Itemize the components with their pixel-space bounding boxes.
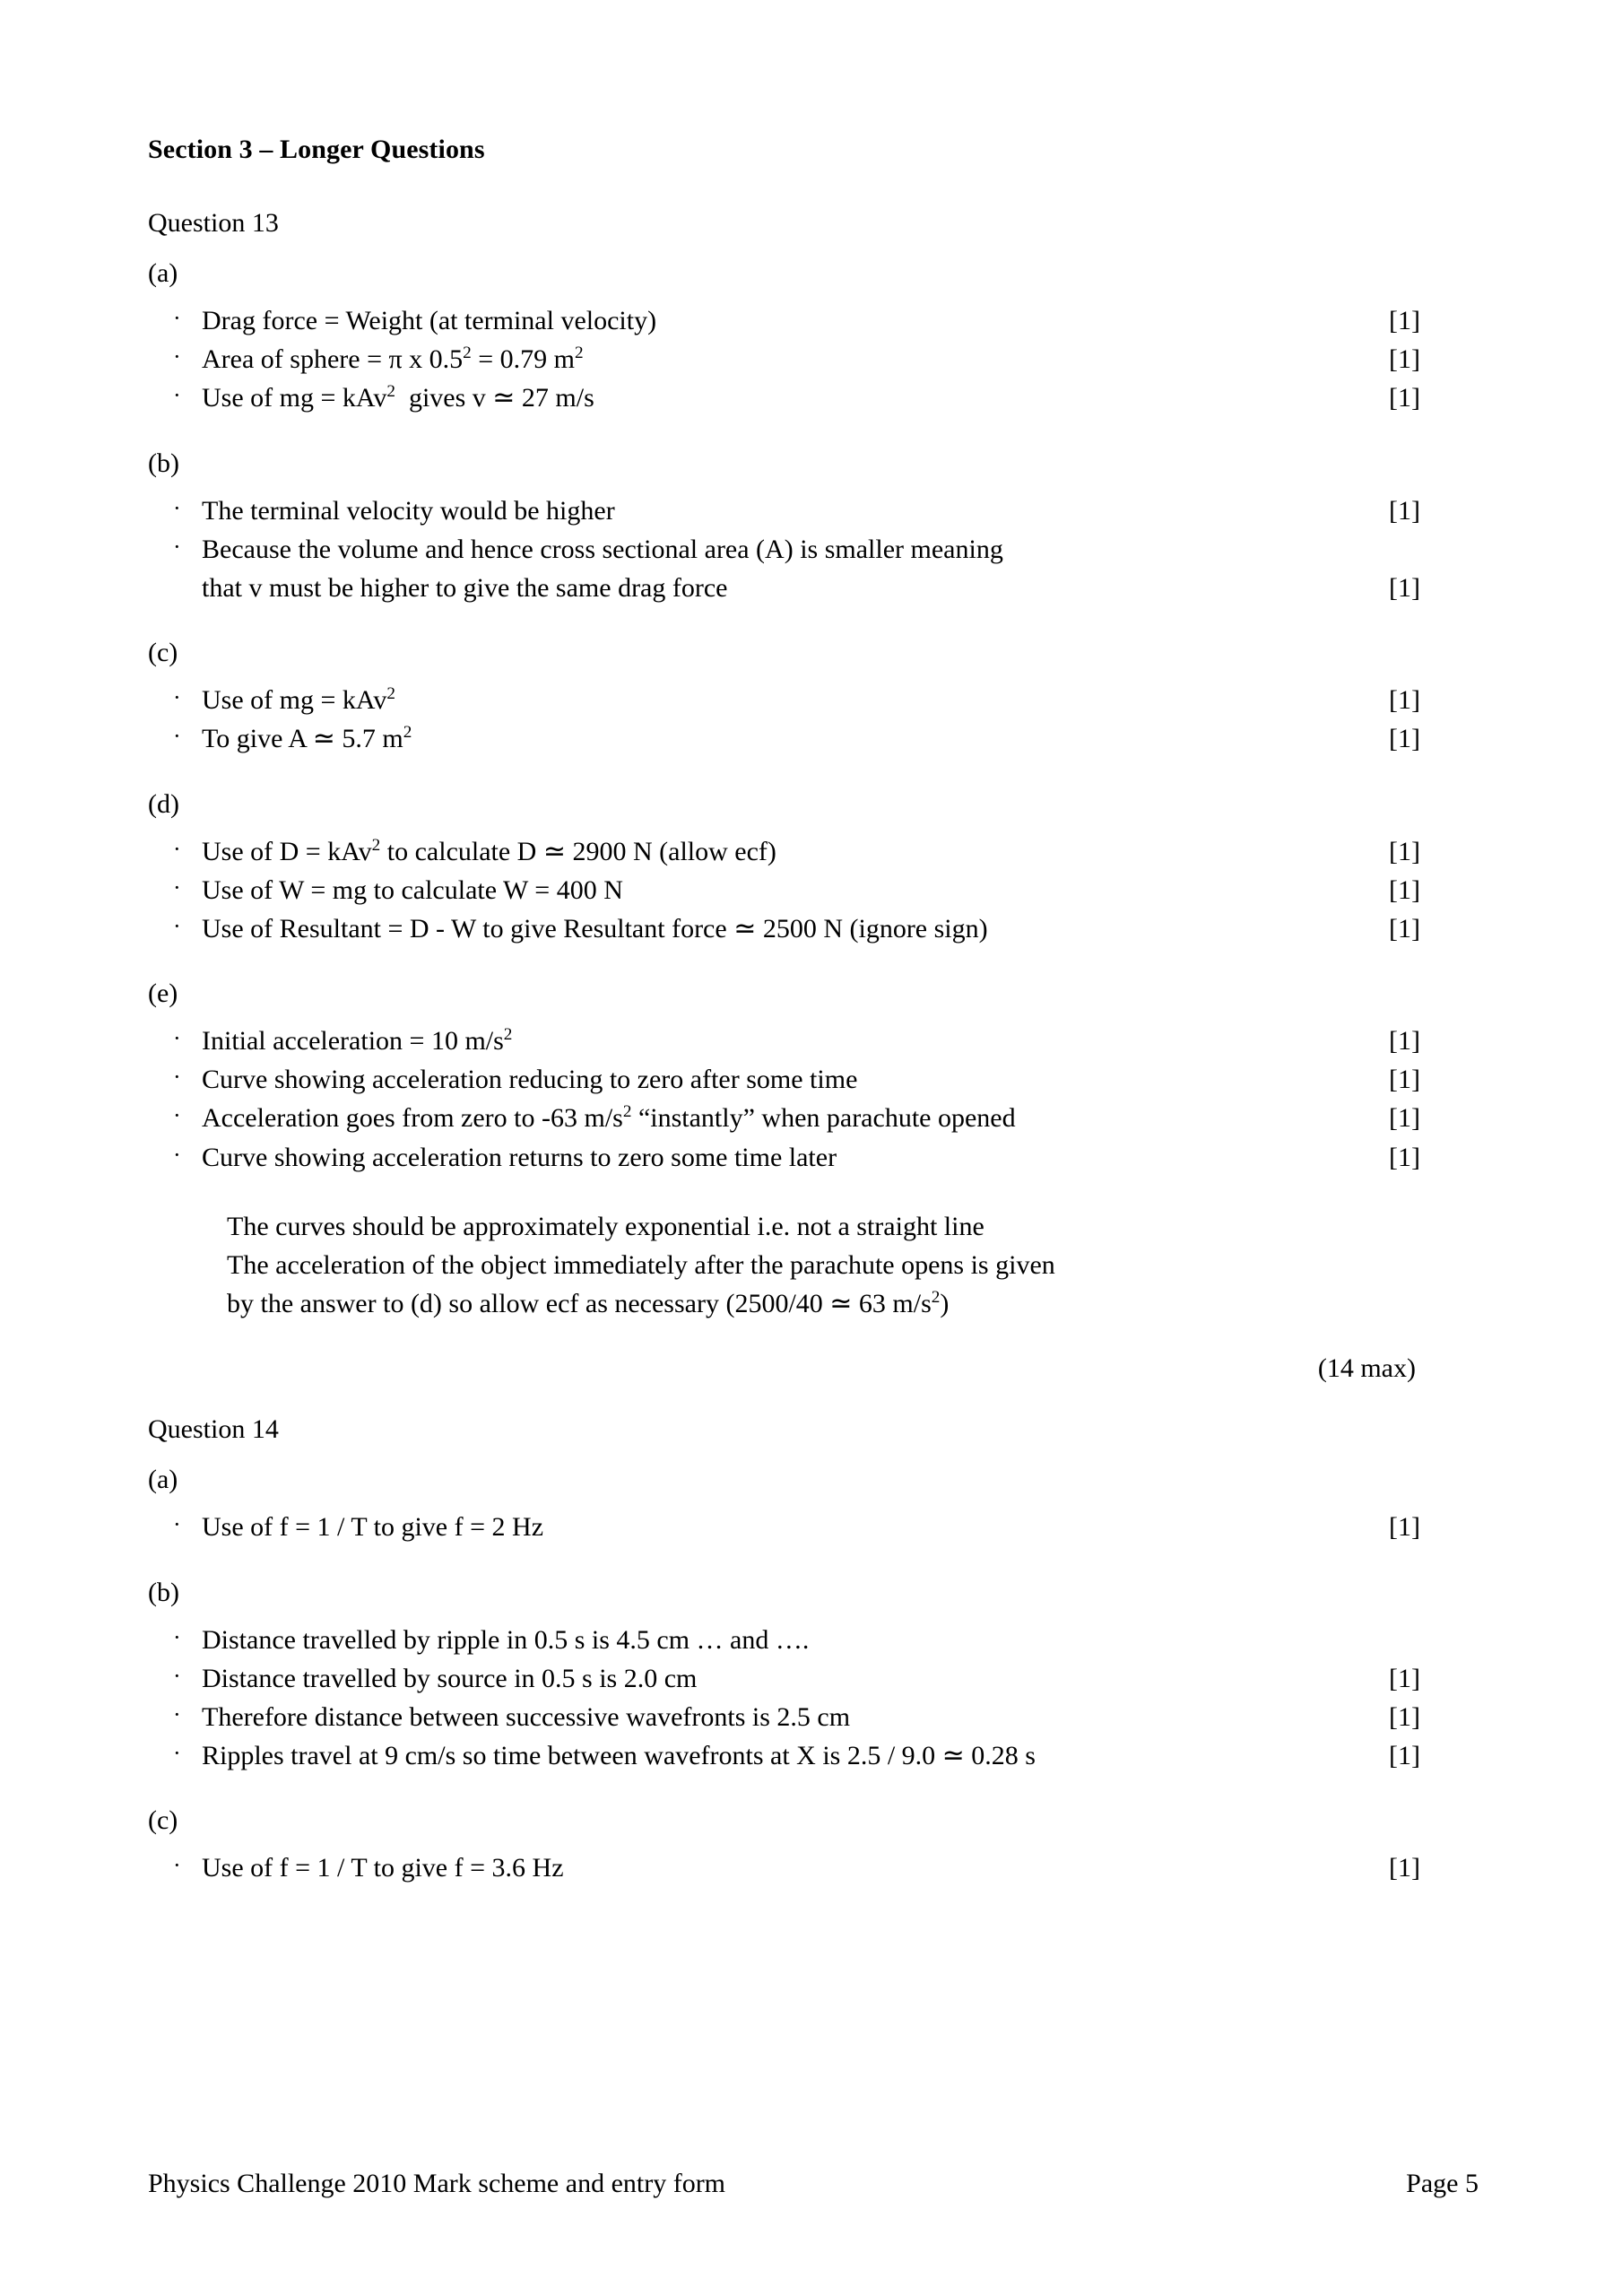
point-text: Use of mg = kAv$^2$ gives v ≃ 27 m/s <box>202 382 594 413</box>
list-item <box>148 491 1488 530</box>
point-text: Use of f = 1 / T to give f = 3.6 Hz <box>202 1853 564 1883</box>
list-item <box>148 1698 1488 1736</box>
list-item <box>148 378 1488 417</box>
bullet-icon: · <box>173 1662 181 1689</box>
point-text: Distance travelled by source in 0.5 s is 2.0 cm <box>202 1663 698 1693</box>
bullet-icon: · <box>173 1852 181 1879</box>
part-label-a: (a) <box>148 258 178 288</box>
points-list <box>148 491 1488 608</box>
points-list <box>148 1508 1488 1546</box>
point-text: Ripples travel at 9 cm/s so time between wavefronts at X is 2.5 / 9.0 ≃ 0.28 s <box>202 1741 1036 1771</box>
bullet-icon: · <box>173 305 181 331</box>
point-text: Drag force = Weight (at terminal velocity) <box>202 306 657 335</box>
point-text: Because the volume and hence cross sectional area (A) is smaller meaning that v must be higher to give the same drag force <box>202 534 1003 603</box>
part-label-c: (c) <box>148 638 178 668</box>
points-list <box>148 1848 1488 1887</box>
part-label-b: (b) <box>148 1577 179 1607</box>
part-label-d: (d) <box>148 788 179 819</box>
mark-value: [1] <box>1389 1065 1420 1095</box>
bullet-icon: · <box>173 494 181 521</box>
mark-value: [1] <box>1389 913 1420 944</box>
bullet-icon: · <box>173 1700 181 1727</box>
mark-value: [1] <box>1389 874 1420 905</box>
point-text: Initial acceleration = 10 $m/s^2$ <box>202 1025 513 1057</box>
list-item <box>148 1508 1488 1546</box>
list-item <box>148 1659 1488 1698</box>
part-label-b: (b) <box>148 448 179 478</box>
points-list <box>148 1621 1488 1776</box>
list-item <box>148 1848 1488 1887</box>
part-label-c: (c) <box>148 1805 178 1836</box>
point-text: Use of W = mg to calculate W = 400 N <box>202 874 623 905</box>
point-text: The terminal velocity would be higher <box>202 495 615 526</box>
point-text: Use of mg = kAv$^2$ <box>202 684 395 716</box>
points-list <box>148 681 1488 758</box>
list-item <box>148 1736 1488 1775</box>
mark-value: [1] <box>1389 383 1420 413</box>
bullet-icon: · <box>173 1740 181 1767</box>
point-text: Curve showing acceleration returns to zero some time later <box>202 1142 837 1172</box>
bullet-icon: · <box>173 723 181 750</box>
section-title: Section 3 – Longer Questions <box>148 135 485 164</box>
list-item <box>148 1138 1488 1177</box>
question-heading: Question 14 <box>148 1414 279 1445</box>
list-item <box>148 681 1488 719</box>
list-item <box>148 301 1488 340</box>
bullet-icon: · <box>173 684 181 711</box>
list-item <box>148 909 1488 948</box>
mark-value: [1] <box>1389 1663 1420 1693</box>
question-heading: Question 13 <box>148 208 279 238</box>
bullet-icon: · <box>173 1102 181 1129</box>
points-list <box>148 1022 1488 1177</box>
page-footer <box>148 2169 1488 2199</box>
mark-value: [1] <box>1389 344 1420 375</box>
list-item <box>148 1621 1488 1659</box>
mark-value: [1] <box>1389 1512 1420 1543</box>
bullet-icon: · <box>173 874 181 900</box>
examiner-note: The curves should be approximately exponential i.e. not a straight line The acceleration of the object immediately after the parachute opens is given by the answer to (d) so allow ecf as necessary (2500/40 ≃ 63 $m/s^2$) <box>227 1211 1055 1319</box>
bullet-icon: · <box>173 533 181 560</box>
bullet-icon: · <box>173 1064 181 1091</box>
point-text: Curve showing acceleration reducing to zero after some time <box>202 1065 858 1095</box>
mark-value: [1] <box>1389 495 1420 526</box>
footer-title: Physics Challenge 2010 Mark scheme and entry form <box>148 2169 726 2198</box>
list-item <box>148 530 1488 607</box>
point-text: Use of f = 1 / T to give f = 2 Hz <box>202 1512 544 1543</box>
mark-value: [1] <box>1389 724 1420 754</box>
mark-value: [1] <box>1389 572 1420 603</box>
list-item <box>148 1099 1488 1137</box>
list-item <box>148 832 1488 871</box>
mark-value: [1] <box>1389 1026 1420 1057</box>
bullet-icon: · <box>173 835 181 862</box>
point-text: Distance travelled by ripple in 0.5 s is 4.5 cm … and …. <box>202 1624 810 1655</box>
points-list <box>148 832 1488 949</box>
bullet-icon: · <box>173 1025 181 1052</box>
point-text: Use of D = kAv$^2$ to calculate D ≃ 2900 N (allow ecf) <box>202 835 776 866</box>
list-item <box>148 1022 1488 1060</box>
mark-value: [1] <box>1389 1103 1420 1134</box>
point-text: Therefore distance between successive wavefronts is 2.5 cm <box>202 1701 851 1732</box>
list-item <box>148 340 1488 378</box>
bullet-icon: · <box>173 1141 181 1168</box>
point-text: Acceleration goes from zero to -63 $m/s^2$ “instantly” when parachute opened <box>202 1102 1016 1134</box>
bullet-icon: · <box>173 1623 181 1650</box>
list-item <box>148 1060 1488 1099</box>
mark-value: [1] <box>1389 836 1420 866</box>
bullet-icon: · <box>173 912 181 939</box>
bullet-icon: · <box>173 344 181 370</box>
mark-value: [1] <box>1389 1142 1420 1172</box>
points-list <box>148 301 1488 418</box>
bullet-icon: · <box>173 382 181 409</box>
mark-value: [1] <box>1389 1853 1420 1883</box>
mark-value: [1] <box>1389 306 1420 335</box>
point-text: Area of sphere = π x $0.5^2 = 0.79$ $m^2$ <box>202 344 584 375</box>
mark-value: [1] <box>1389 1701 1420 1732</box>
marks-max: (14 max) <box>1317 1353 1416 1384</box>
footer-page-number: Page 5 <box>1406 2169 1479 2198</box>
part-label-e: (e) <box>148 978 178 1009</box>
list-item <box>148 871 1488 909</box>
point-text: Use of Resultant = D - W to give Resultant force ≃ 2500 N (ignore sign) <box>202 913 988 944</box>
mark-value: [1] <box>1389 685 1420 716</box>
point-text: To give A ≃ 5.7 $m^2$ <box>202 723 412 754</box>
mark-value: [1] <box>1389 1741 1420 1771</box>
bullet-icon: · <box>173 1511 181 1538</box>
list-item <box>148 719 1488 758</box>
part-label-a: (a) <box>148 1465 178 1495</box>
